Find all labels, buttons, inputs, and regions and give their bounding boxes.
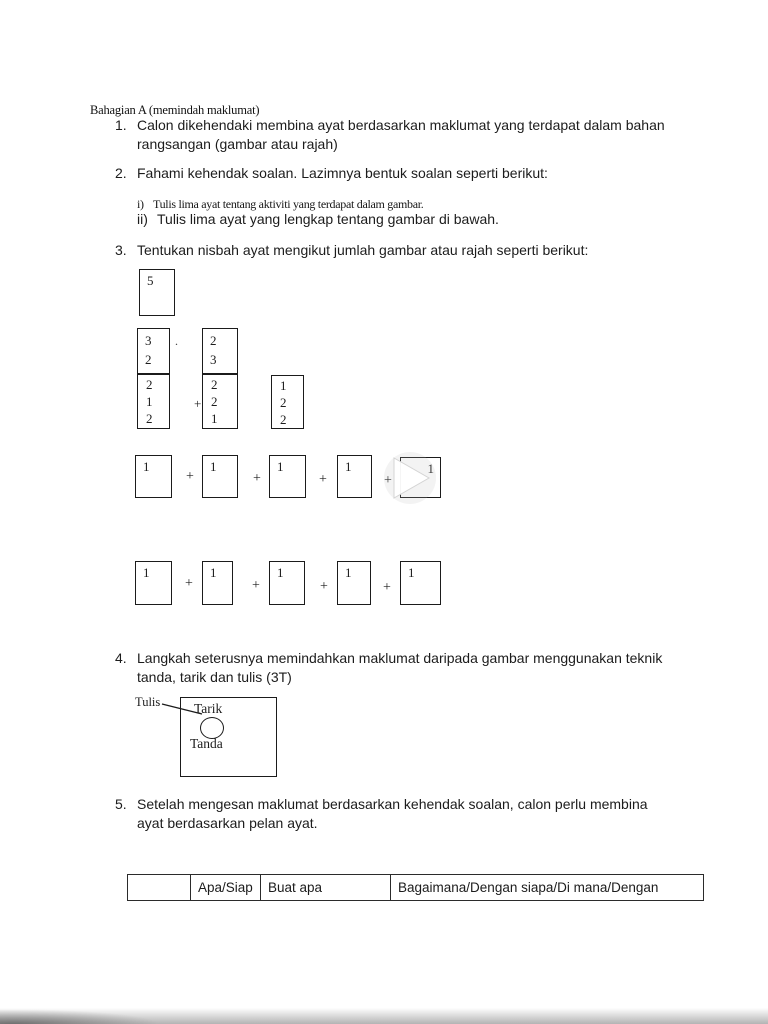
plus-sign: + [383,580,391,595]
table-header-bagaimana: Bagaimana/Dengan siapa/Di mana/Dengan [398,880,659,895]
item-2i-number: i) [137,197,144,211]
item-1-line-2: rangsangan (gambar atau rajah) [137,136,338,152]
tanda-label: Tanda [190,736,223,751]
item-4-number: 4. [115,650,127,666]
plus-sign: + [252,578,260,593]
ratio-box-2-2-1 [202,374,238,429]
box-digit: 3 [145,333,152,348]
item-3-number: 3. [115,242,127,258]
ratio-box-2-1-2 [137,374,170,429]
item-2ii-number: ii) [137,211,148,227]
ratio-box-one: 1 [202,455,238,498]
bottom-left-shading [0,1009,160,1024]
table-header-buat-apa: Buat apa [261,875,391,900]
table-cell-empty [128,875,191,900]
ratio-box-one: 1 [269,455,306,498]
tulis-label: Tulis [135,695,161,709]
box-digit: 2 [145,352,152,367]
plus-sign: + [194,396,202,411]
item-1-number: 1. [115,117,127,133]
ratio-box-1-2-2 [271,375,304,429]
item-4-line-2: tanda, tarik dan tulis (3T) [137,669,292,685]
plus-sign: + [185,576,193,591]
box-digit: 2 [146,377,153,392]
watermark-play-icon [382,450,438,506]
ratio-box-one: 1 [400,561,441,605]
box-digit: 2 [211,394,218,409]
ratio-box-5: 5 [139,269,175,316]
item-2-number: 2. [115,165,127,181]
plus-sign: + [186,469,194,484]
ratio-box-one: 1 [337,455,372,498]
ratio-box-one: 1 [337,561,371,605]
ratio-box-one: 1 [135,455,172,498]
box-digit: 2 [211,377,218,392]
tarik-label: Tarik [194,701,223,716]
item-5-line-2: ayat berdasarkan pelan ayat. [137,815,318,831]
item-2-line-1: Fahami kehendak soalan. Lazimnya bentuk soalan seperti berikut: [137,165,548,181]
item-2i-text: Tulis lima ayat tentang aktiviti yang terdapat dalam gambar. [153,197,424,211]
ratio-box-3-2 [137,328,170,374]
section-heading: Bahagian A (memindah maklumat) [90,103,260,117]
item-1-line-1: Calon dikehendaki membina ayat berdasarkan maklumat yang terdapat dalam bahan [137,117,665,133]
box-digit: 2 [280,412,287,427]
item-3-line-1: Tentukan nisbah ayat mengikut jumlah gambar atau rajah seperti berikut: [137,242,589,258]
box-digit: 2 [146,411,153,426]
ratio-box-2-3 [202,328,238,374]
box-digit: 3 [210,352,217,367]
ratio-box-one: 1 [269,561,305,605]
stray-dot: . [175,334,178,348]
box-digit: 1 [280,378,287,393]
plus-sign: + [320,579,328,594]
box-digit: 1 [146,394,153,409]
ratio-box-one: 1 [202,561,233,605]
plus-sign: + [319,472,327,487]
plus-sign: + [253,471,261,486]
item-2ii-text: Tulis lima ayat yang lengkap tentang gambar di bawah. [157,211,499,227]
item-5-line-1: Setelah mengesan maklumat berdasarkan kehendak soalan, calon perlu membina [137,796,648,812]
ratio-box-one: 1 [135,561,172,605]
sentence-plan-table [127,874,704,901]
table-header-apa-siap: Apa/Siap [191,875,261,900]
box-digit: 2 [210,333,217,348]
box-digit: 1 [211,411,218,426]
box-digit: 2 [280,395,287,410]
item-5-number: 5. [115,796,127,812]
item-4-line-1: Langkah seterusnya memindahkan maklumat daripada gambar menggunakan teknik [137,650,663,666]
